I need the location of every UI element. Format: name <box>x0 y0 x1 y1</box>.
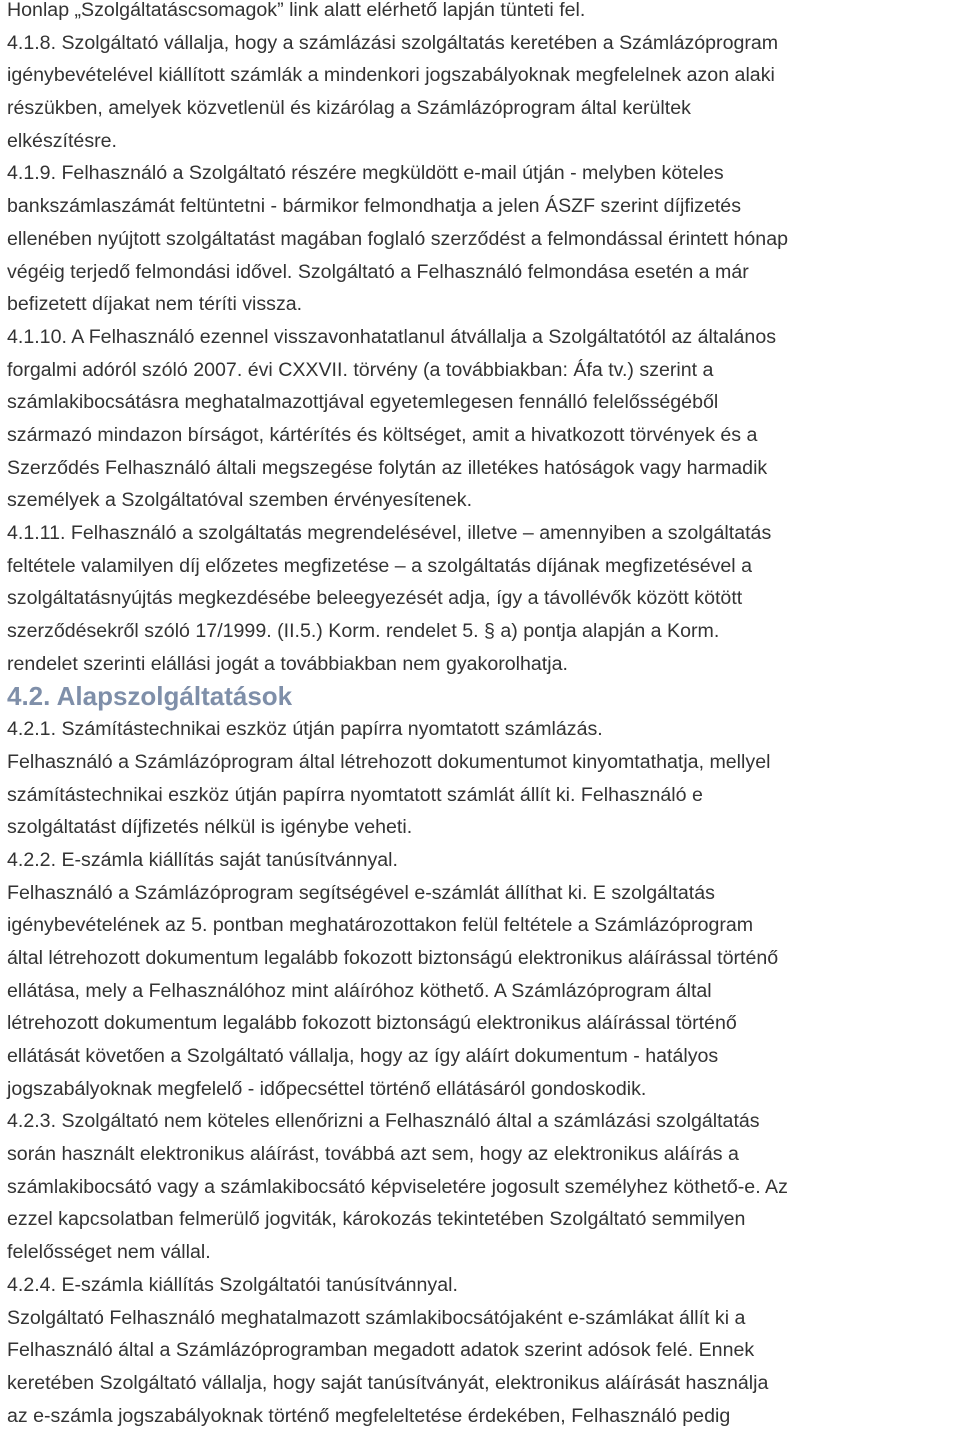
text-line: keretében Szolgáltató vállalja, hogy saját tanúsítványát, elektronikus aláírását használja <box>7 1371 769 1394</box>
text-line: 4.1.8. Szolgáltató vállalja, hogy a számlázási szolgáltatás keretében a Számlázóprogram <box>7 31 779 54</box>
text-line: 4.2.3. Szolgáltató nem köteles ellenőrizni a Felhasználó által a számlázási szolgáltatás <box>7 1110 760 1133</box>
text-line: jogszabályoknak megfelelő - időpecséttel történő ellátásáról gondoskodik. <box>7 1077 647 1100</box>
text-line: Szerződés Felhasználó általi megszegése folytán az illetékes hatóságok vagy harmadik <box>7 456 768 479</box>
text-line: bankszámlaszámát feltüntetni - bármikor felmondhatja a jelen ÁSZF szerint díjfizetés <box>7 195 742 218</box>
text-line: 4.1.9. Felhasználó a Szolgáltató részére megküldött e-mail útján - melyben köteles <box>7 162 724 185</box>
text-line: létrehozott dokumentum legalább fokozott biztonságú elektronikus aláírással történő <box>7 1012 737 1035</box>
text-line: részükben, amelyek közvetlenül és kizárólag a Számlázóprogram által kerültek <box>7 97 691 120</box>
text-line: felelősséget nem vállal. <box>7 1241 211 1264</box>
text-line: számlakibocsátásra meghatalmazottjával egyetemlegesen fennálló felelősségéből <box>7 391 719 414</box>
text-line: személyek a Szolgáltatóval szemben érvényesítenek. <box>7 489 473 512</box>
text-line: Szolgáltató Felhasználó meghatalmazott számlakibocsátójaként e-számlákat állít ki a <box>7 1306 746 1329</box>
text-line: által létrehozott dokumentum legalább fokozott biztonságú elektronikus aláírással történő <box>7 946 779 969</box>
document-page <box>7 0 957 1432</box>
text-line: Felhasználó a Számlázóprogram által létrehozott dokumentumot kinyomtathatja, mellyel <box>7 750 771 773</box>
text-line: ellátása, mely a Felhasználóhoz mint aláíróhoz köthető. A Számlázóprogram által <box>7 979 712 1002</box>
text-line: során használt elektronikus aláírást, továbbá azt sem, hogy az elektronikus aláírás a <box>7 1143 739 1166</box>
text-line: Felhasználó által a Számlázóprogramban megadott adatok szerint adósok felé. Ennek <box>7 1339 755 1362</box>
text-line: szolgáltatást díjfizetés nélkül is igénybe veheti. <box>7 816 413 839</box>
text-line: végéig terjedő felmondási idővel. Szolgáltató a Felhasználó felmondása esetén a már <box>7 260 749 283</box>
text-line: 4.1.11. Felhasználó a szolgáltatás megrendelésével, illetve – amennyiben a szolgáltatás <box>7 522 772 544</box>
text-line: befizetett díjakat nem téríti vissza. <box>7 293 303 316</box>
text-line: az e-számla jogszabályoknak történő megfeleltetése érdekében, Felhasználó pedig <box>7 1404 731 1427</box>
text-line: forgalmi adóról szóló 2007. évi CXXVII. törvény (a továbbiakban: Áfa tv.) szerint a <box>7 358 714 381</box>
text-line: igénybevételével kiállított számlák a mindenkori jogszabályoknak megfelelnek azon alaki <box>7 64 775 87</box>
section-heading: 4.2. Alapszolgáltatások <box>7 681 293 712</box>
text-line: számítástechnikai eszköz útján papírra nyomtatott számlát állít ki. Felhasználó e <box>7 783 703 806</box>
text-line: 4.2.4. E-számla kiállítás Szolgáltatói tanúsítvánnyal. <box>7 1273 458 1296</box>
text-line: 4.2.2. E-számla kiállítás saját tanúsítvánnyal. <box>7 848 398 871</box>
text-line: 4.2.1. Számítástechnikai eszköz útján papírra nyomtatott számlázás. <box>7 718 603 741</box>
text-line: számlakibocsátó vagy a számlakibocsátó képviseletére jogosult személyhez köthető-e. Az <box>7 1175 788 1198</box>
text-line: Felhasználó a Számlázóprogram segítségével e-számlát állíthat ki. E szolgáltatás <box>7 881 715 904</box>
text-line: ellátását követően a Szolgáltató vállalja, hogy az így aláírt dokumentum - hatályos <box>7 1045 719 1067</box>
text-line: elkészítésre. <box>7 129 117 152</box>
text-line: származó mindazon bírságot, kártérítés és költséget, amit a hivatkozott törvények és a <box>7 423 758 446</box>
text-line: szerződésekről szóló 17/1999. (II.5.) Korm. rendelet 5. § a) pontja alapján a Korm. <box>7 620 720 643</box>
text-line: 4.1.10. A Felhasználó ezennel visszavonhatatlanul átvállalja a Szolgáltatótól az általános <box>7 325 777 348</box>
text-line: rendelet szerinti elállási jogát a továbbiakban nem gyakorolhatja. <box>7 652 568 675</box>
text-line: igénybevételének az 5. pontban meghatározottakon felül feltétele a Számlázóprogram <box>7 914 754 937</box>
text-line: Honlap „Szolgáltatáscsomagok” link alatt elérhető lapján tünteti fel. <box>7 0 586 21</box>
text-line: feltétele valamilyen díj előzetes megfizetése – a szolgáltatás díjának megfizetésével a <box>7 554 752 577</box>
text-line: ezzel kapcsolatban felmerülő jogviták, károkozás tekintetében Szolgáltató semmilyen <box>7 1208 746 1231</box>
text-line: ellenében nyújtott szolgáltatást magában foglaló szerződést a felmondással érintett hónap <box>7 227 788 250</box>
text-line: szolgáltatásnyújtás megkezdésébe beleegyezését adja, így a távollévők között kötött <box>7 587 743 610</box>
